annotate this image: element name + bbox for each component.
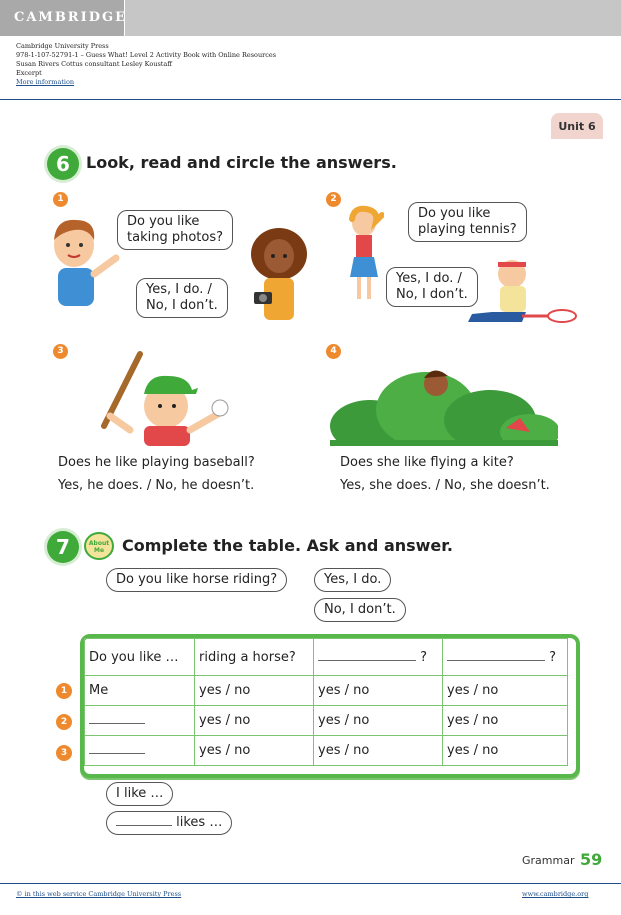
question-text: Does she like flying a kite? [340, 455, 514, 470]
meta-line: Cambridge University Press [16, 42, 109, 50]
footer-divider [0, 883, 621, 884]
table-cell: riding a horse? [195, 639, 314, 676]
speech-bubble-question: Do you like taking photos? [117, 210, 233, 250]
table-cell: Do you like … [85, 639, 195, 676]
table-header-row [85, 639, 568, 676]
answer-options[interactable]: Yes, she does. / No, she doesn’t. [340, 478, 550, 493]
speech-bubble-answer: Yes, I do. / No, I don’t. [386, 267, 478, 307]
table-cell-name-blank[interactable] [85, 706, 195, 736]
cambridge-logo: CAMBRIDGE [0, 0, 125, 36]
item-number-4: 4 [326, 344, 341, 359]
table-cell-choice[interactable]: yes / no [314, 676, 443, 706]
svg-text:About: About [88, 540, 110, 547]
table-cell-choice[interactable]: yes / no [443, 706, 568, 736]
row-number-2: 2 [56, 714, 72, 730]
boy-baseball-illustration [100, 350, 234, 446]
speech-bubble-no: No, I don’t. [314, 598, 406, 622]
meta-line: Excerpt [16, 69, 42, 77]
table-cell-name-blank[interactable] [85, 736, 195, 766]
speech-bubble-i-like: I like … [106, 782, 173, 806]
exercise-number-6: 6 [47, 148, 79, 180]
copyright-link[interactable]: © in this web service Cambridge University Press [16, 890, 182, 898]
speech-bubble-yes: Yes, I do. [314, 568, 391, 592]
table-cell-choice[interactable]: yes / no [314, 736, 443, 766]
girl-standing-illustration [344, 205, 384, 303]
page-number: 59 [580, 850, 603, 869]
book-metadata [16, 42, 276, 87]
table-row [85, 706, 568, 736]
unit-tab: Unit 6 [551, 113, 603, 139]
table-cell: Me [85, 676, 195, 706]
more-information-link[interactable]: More information [16, 78, 75, 86]
table-cell-choice[interactable]: yes / no [443, 736, 568, 766]
table-cell-blank[interactable]: ? [314, 639, 443, 676]
table-row [85, 736, 568, 766]
answer-options[interactable]: Yes, he does. / No, he doesn’t. [58, 478, 255, 493]
table-cell-choice[interactable]: yes / no [195, 736, 314, 766]
meta-line: 978-1-107-52791-1 – Guess What! Level 2 Activity Book with Online Resources [16, 51, 277, 59]
row-number-1: 1 [56, 683, 72, 699]
speech-bubble-answer: Yes, I do. / No, I don’t. [136, 278, 228, 318]
speech-bubble-question: Do you like horse riding? [106, 568, 287, 592]
website-link[interactable]: www.cambridge.org [522, 890, 589, 898]
table-cell-blank[interactable]: ? [443, 639, 568, 676]
boy-tennis-illustration [462, 256, 580, 324]
meta-line: Susan Rivers Cottus consultant Lesley Koustaff [16, 60, 172, 68]
item-number-2: 2 [326, 192, 341, 207]
exercise-7-title: Complete the table. Ask and answer. [122, 536, 453, 555]
exercise-6-title: Look, read and circle the answers. [86, 153, 397, 172]
table-cell-choice[interactable]: yes / no [314, 706, 443, 736]
speech-bubble-question: Do you like playing tennis? [408, 202, 527, 242]
survey-table [84, 638, 568, 766]
item-number-1: 1 [53, 192, 68, 207]
item-number-3: 3 [53, 344, 68, 359]
table-cell-choice[interactable]: yes / no [195, 676, 314, 706]
about-me-badge-icon [84, 532, 114, 560]
boy-pointing-illustration [44, 210, 124, 310]
row-number-3: 3 [56, 745, 72, 761]
bush-kite-illustration [330, 356, 558, 446]
table-row [85, 676, 568, 706]
table-cell-choice[interactable]: yes / no [195, 706, 314, 736]
table-cell-choice[interactable]: yes / no [443, 676, 568, 706]
publisher-banner [0, 0, 621, 36]
header-divider [0, 99, 621, 100]
girl-camera-illustration [246, 226, 312, 322]
svg-text:Me: Me [93, 547, 105, 554]
speech-bubble-likes: likes … [106, 811, 232, 835]
question-text: Does he like playing baseball? [58, 455, 255, 470]
exercise-number-7: 7 [47, 531, 79, 563]
section-label: Grammar [522, 854, 575, 867]
